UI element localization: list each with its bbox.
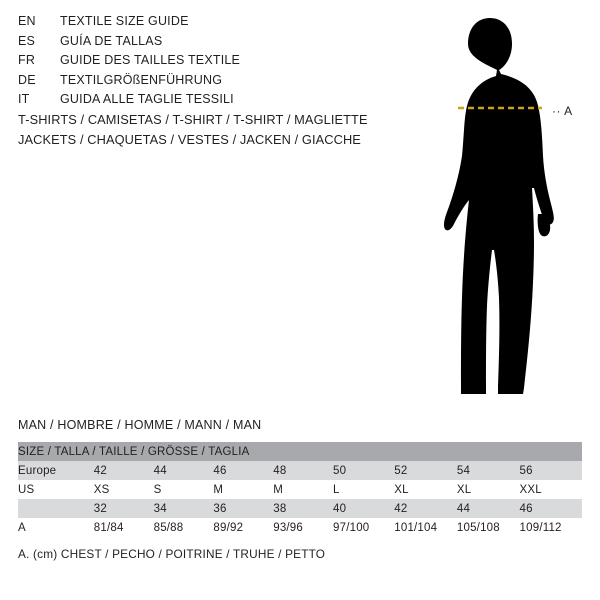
cell: 50 <box>333 461 394 480</box>
language-row <box>18 53 378 73</box>
cell: XXL <box>520 480 582 499</box>
cell: 38 <box>273 499 333 518</box>
cell: XL <box>394 480 457 499</box>
language-code: DE <box>18 72 36 87</box>
measure-label-a: ·· A <box>552 104 573 118</box>
male-body-figure <box>400 10 590 410</box>
cell: 48 <box>273 461 333 480</box>
category-jackets: JACKETS / CHAQUETAS / VESTES / JACKEN / GIACCHE <box>18 132 361 147</box>
table-footnote: A. (cm) CHEST / PECHO / POITRINE / TRUHE / PETTO <box>18 547 326 561</box>
cell: 105/108 <box>457 518 520 537</box>
cell: 97/100 <box>333 518 394 537</box>
cell: 44 <box>457 499 520 518</box>
table-header-row <box>18 442 582 461</box>
category-list <box>18 110 438 150</box>
row-label: A <box>18 518 94 537</box>
cell: M <box>273 480 333 499</box>
cell: 46 <box>520 499 582 518</box>
cell: 34 <box>154 499 214 518</box>
language-code: IT <box>18 92 30 106</box>
table-row <box>18 499 582 518</box>
row-label: Europe <box>18 461 94 480</box>
cell: 81/84 <box>94 518 154 537</box>
row-label <box>18 499 94 518</box>
cell: 44 <box>154 461 214 480</box>
language-text: TEXTILGRÖßENFÜHRUNG <box>60 72 223 87</box>
language-text: TEXTILE SIZE GUIDE <box>60 14 189 28</box>
language-text: GUIDE DES TAILLES TEXTILE <box>60 53 241 67</box>
cell: XL <box>457 480 520 499</box>
cell: 52 <box>394 461 457 480</box>
table-title: MAN / HOMBRE / HOMME / MANN / MAN <box>18 418 262 432</box>
cell: 56 <box>520 461 582 480</box>
language-list <box>18 14 378 112</box>
language-code: ES <box>18 33 36 48</box>
cell: 32 <box>94 499 154 518</box>
row-label: US <box>18 480 94 499</box>
language-code: FR <box>18 53 36 67</box>
table-header-label: SIZE / TALLA / TAILLE / GRÖSSE / TAGLIA <box>18 442 582 461</box>
table-row <box>18 518 582 537</box>
cell: S <box>154 480 214 499</box>
language-row <box>18 14 378 34</box>
cell: 46 <box>213 461 273 480</box>
language-row <box>18 92 378 112</box>
table-row <box>18 480 582 499</box>
language-text: GUÍA DE TALLAS <box>60 33 163 48</box>
cell: 36 <box>213 499 273 518</box>
body-silhouette-icon <box>400 10 590 410</box>
cell: 85/88 <box>154 518 214 537</box>
language-row <box>18 34 378 54</box>
cell: 89/92 <box>213 518 273 537</box>
cell: 93/96 <box>273 518 333 537</box>
cell: 40 <box>333 499 394 518</box>
cell: 101/104 <box>394 518 457 537</box>
language-row <box>18 73 378 93</box>
language-code: EN <box>18 14 36 28</box>
language-text: GUIDA ALLE TAGLIE TESSILI <box>60 92 234 106</box>
cell: M <box>213 480 273 499</box>
cell: XS <box>94 480 154 499</box>
cell: 42 <box>94 461 154 480</box>
cell: L <box>333 480 394 499</box>
category-tshirts: T-SHIRTS / CAMISETAS / T-SHIRT / T-SHIRT / MAGLIETTE <box>18 112 368 127</box>
cell: 42 <box>394 499 457 518</box>
size-table <box>18 442 582 537</box>
cell: 109/112 <box>520 518 582 537</box>
table-row <box>18 461 582 480</box>
cell: 54 <box>457 461 520 480</box>
